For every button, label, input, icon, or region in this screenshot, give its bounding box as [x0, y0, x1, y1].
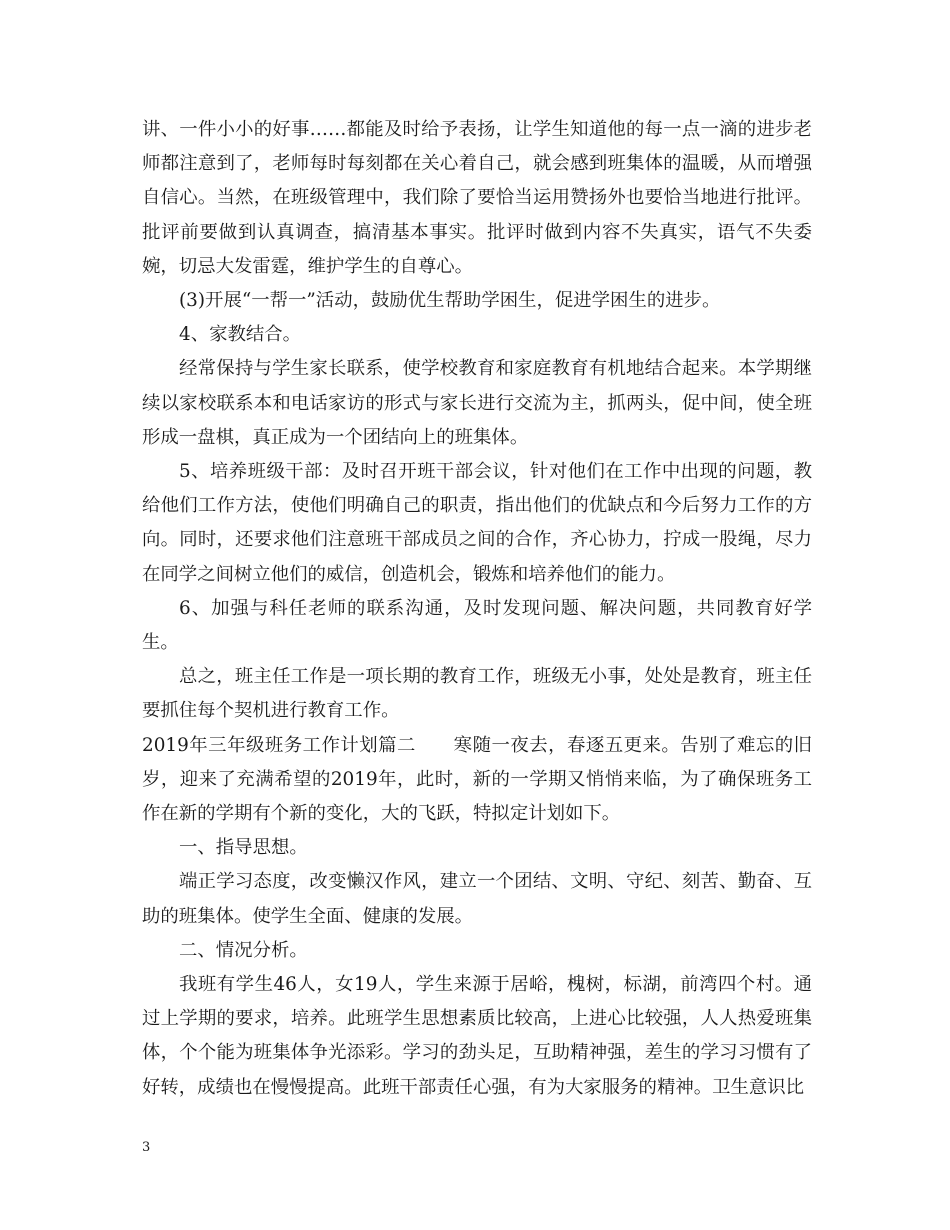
paragraph-situation: 我班有学生46人，女19人，学生来源于居峪，槐树，标湖，前湾四个村。通过上学期的要求，培养。此班学生思想素质比较高，上进心比较强，人人热爱班集体，个个能为班集体争光添彩。学习的劲头足，互助精神强，差生的学习习惯有了好转，成绩也在慢慢提高。此班干部责任心强，有为大家服务的精神。卫生意识比	[142, 974, 812, 1098]
section-heading-guiding-idea: 一、指导思想。	[179, 837, 308, 859]
section-heading-home-school: 4、家教结合。	[179, 324, 302, 346]
paragraph-summary: 总之，班主任工作是一项长期的教育工作，班级无小事，处处是教育，班主任要抓住每个契机进行教育工作。	[142, 666, 812, 722]
document-body	[142, 113, 812, 1105]
paragraph-teacher-communication: 6、加强与科任老师的联系沟通，及时发现问题、解决问题，共同教育好学生。	[142, 597, 812, 654]
section-heading-situation: 二、情况分析。	[179, 939, 308, 961]
page-number: 3	[142, 1140, 151, 1155]
paragraph-plan-two-intro: 2019年三年级班务工作计划篇二 寒随一夜去，春逐五更来。告别了难忘的旧岁，迎来了充满希望的2019年，此时，新的一学期又悄悄来临，为了确保班务工作在新的学期有个新的变化，大的飞跃，特拟定计划如下。	[142, 734, 812, 825]
paragraph-guiding-idea: 端正学习态度，改变懒汉作风，建立一个团结、文明、守纪、刻苦、勤奋、互助的班集体。使学生全面、健康的发展。	[142, 871, 812, 927]
paragraph-one-help-one: (3)开展“一帮一”活动，鼓励优生帮助学困生，促进学困生的进步。	[179, 290, 721, 312]
paragraph-praise-criticism: 讲、一件小小的好事……都能及时给予表扬，让学生知道他的每一点一滴的进步老师都注意到了，老师每时每刻都在关心着自己，就会感到班集体的温暖，从而增强自信心。当然，在班级管理中，我们除了要恰当运用赞扬外也要恰当地进行批评。批评前要做到认真调查，搞清基本事实。批评时做到内容不失真实，语气不失委婉，切忌大发雷霆，维护学生的自尊心。	[142, 119, 812, 277]
paragraph-parent-contact: 经常保持与学生家长联系，使学校教育和家庭教育有机地结合起来。本学期继续以家校联系本和电话家访的形式与家长进行交流为主，抓两头，促中间，使全班形成一盘棋，真正成为一个团结向上的班集体。	[142, 358, 812, 448]
paragraph-class-cadres: 5、培养班级干部：及时召开班干部会议，针对他们在工作中出现的问题，教给他们工作方法，使他们明确自己的职责，指出他们的优缺点和今后努力工作的方向。同时，还要求他们注意班干部成员之间的合作，齐心协力，拧成一股绳，尽力在同学之间树立他们的威信，创造机会，锻炼和培养他们的能力。	[142, 461, 812, 585]
